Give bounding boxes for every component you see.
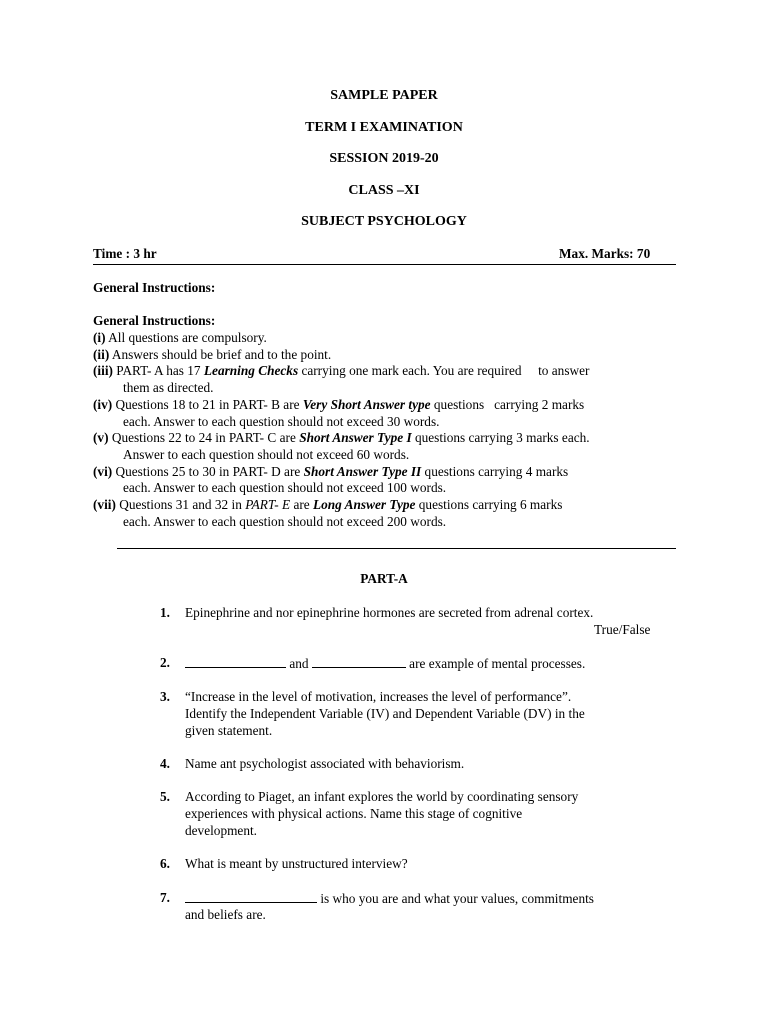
instruction-v — [93, 430, 683, 447]
part-a-title: PART-A — [360, 571, 408, 586]
question-text — [185, 655, 675, 673]
instruction-list — [93, 330, 683, 530]
header-class: CLASS –XI — [348, 183, 420, 198]
instruction-emphasis: Short Answer Type II — [303, 463, 422, 479]
question-text-part: are example of mental processes. — [405, 656, 586, 671]
question-text: experiences with physical actions. Name this stage of cognitive — [185, 806, 523, 821]
instruction-text: questions carrying 4 marks — [421, 463, 569, 479]
answer-blank — [312, 655, 406, 668]
instruction-iv — [93, 397, 683, 414]
header-subject: SUBJECT PSYCHOLOGY — [301, 214, 467, 229]
instruction-text: Questions 22 to 24 in PART- C are — [108, 430, 300, 446]
header-exam: TERM I EXAMINATION — [305, 120, 463, 135]
question-text: development. — [185, 823, 258, 838]
max-marks-label: Max. Marks: 70 — [559, 246, 651, 261]
instruction-text: Questions 25 to 30 in PART- D are — [112, 463, 304, 479]
question-number: 6. — [160, 856, 170, 871]
general-instructions-heading-repeat: General Instructions: — [93, 313, 216, 328]
header-rule — [93, 264, 676, 265]
question-text: “Increase in the level of motivation, increases the level of performance”. — [185, 689, 572, 704]
time-label: Time : 3 hr — [93, 246, 157, 261]
instruction-number: (vi) — [93, 463, 113, 479]
question-text-part: and — [286, 656, 312, 671]
instruction-number: (iv) — [93, 396, 113, 412]
instruction-vi-continued: each. Answer to each question should not exceed 100 words. — [123, 480, 447, 496]
instruction-v-continued: Answer to each question should not exceed 60 words. — [123, 446, 410, 462]
instruction-emphasis: Long Answer Type — [313, 497, 416, 513]
question-number: 1. — [160, 605, 170, 620]
instruction-text: questions carrying 2 marks — [430, 396, 585, 412]
instruction-text: questions carrying 6 marks — [415, 497, 563, 513]
instruction-vii-continued: each. Answer to each question should not exceed 200 words. — [123, 513, 447, 529]
question-text: What is meant by unstructured interview? — [185, 856, 408, 871]
answer-blank — [185, 655, 286, 668]
instruction-iii — [93, 363, 683, 380]
question-text: Epinephrine and nor epinephrine hormones are secreted from adrenal cortex. — [185, 605, 594, 620]
general-instructions-heading: General Instructions: — [93, 280, 216, 295]
question-text: given statement. — [185, 723, 273, 738]
instruction-vii — [93, 497, 683, 514]
instruction-number: (vii) — [93, 497, 116, 513]
question-number: 5. — [160, 789, 170, 804]
question-text — [185, 890, 675, 908]
instruction-emphasis: Very Short Answer type — [302, 396, 431, 412]
question-text: and beliefs are. — [185, 907, 266, 922]
question-number: 4. — [160, 756, 170, 771]
header-title: SAMPLE PAPER — [330, 88, 438, 103]
question-number: 2. — [160, 655, 170, 670]
instruction-text: questions carrying 3 marks each. — [411, 430, 590, 446]
instruction-text: All questions are compulsory. — [105, 330, 267, 345]
instruction-number: (ii) — [93, 346, 110, 362]
instruction-emphasis: Learning Checks — [203, 363, 299, 379]
instruction-text: are — [290, 497, 314, 513]
instruction-ii — [93, 347, 683, 364]
question-text: Name ant psychologist associated with behaviorism. — [185, 756, 465, 771]
section-divider — [117, 548, 676, 549]
instruction-i — [93, 330, 683, 347]
answer-blank — [185, 890, 317, 903]
question-text-part: is who you are and what your values, commitments — [317, 891, 594, 906]
question-number: 7. — [160, 890, 170, 905]
instruction-number: (v) — [93, 430, 109, 446]
instruction-number: (i) — [93, 330, 106, 345]
header-session: SESSION 2019-20 — [329, 151, 439, 166]
instruction-text: Questions 31 and 32 in — [115, 497, 246, 513]
instruction-text: Questions 18 to 21 in PART- B are — [112, 396, 303, 412]
true-false-hint: True/False — [594, 622, 651, 637]
question-text: Identify the Independent Variable (IV) and Dependent Variable (DV) in the — [185, 706, 585, 721]
instruction-text: Answers should be brief and to the point. — [109, 346, 332, 362]
instruction-iv-continued: each. Answer to each question should not exceed 30 words. — [123, 413, 440, 429]
instruction-emphasis: Short Answer Type I — [299, 430, 412, 446]
instruction-number: (iii) — [93, 363, 113, 379]
question-text: According to Piaget, an infant explores the world by coordinating sensory — [185, 789, 579, 804]
instruction-vi — [93, 464, 683, 481]
question-number: 3. — [160, 689, 170, 704]
instruction-text: carrying one mark each. You are required to answer — [298, 363, 590, 379]
instruction-italic: PART- E — [245, 497, 291, 513]
instruction-text: PART- A has 17 — [112, 363, 204, 379]
instruction-iii-continued: them as directed. — [123, 380, 214, 396]
